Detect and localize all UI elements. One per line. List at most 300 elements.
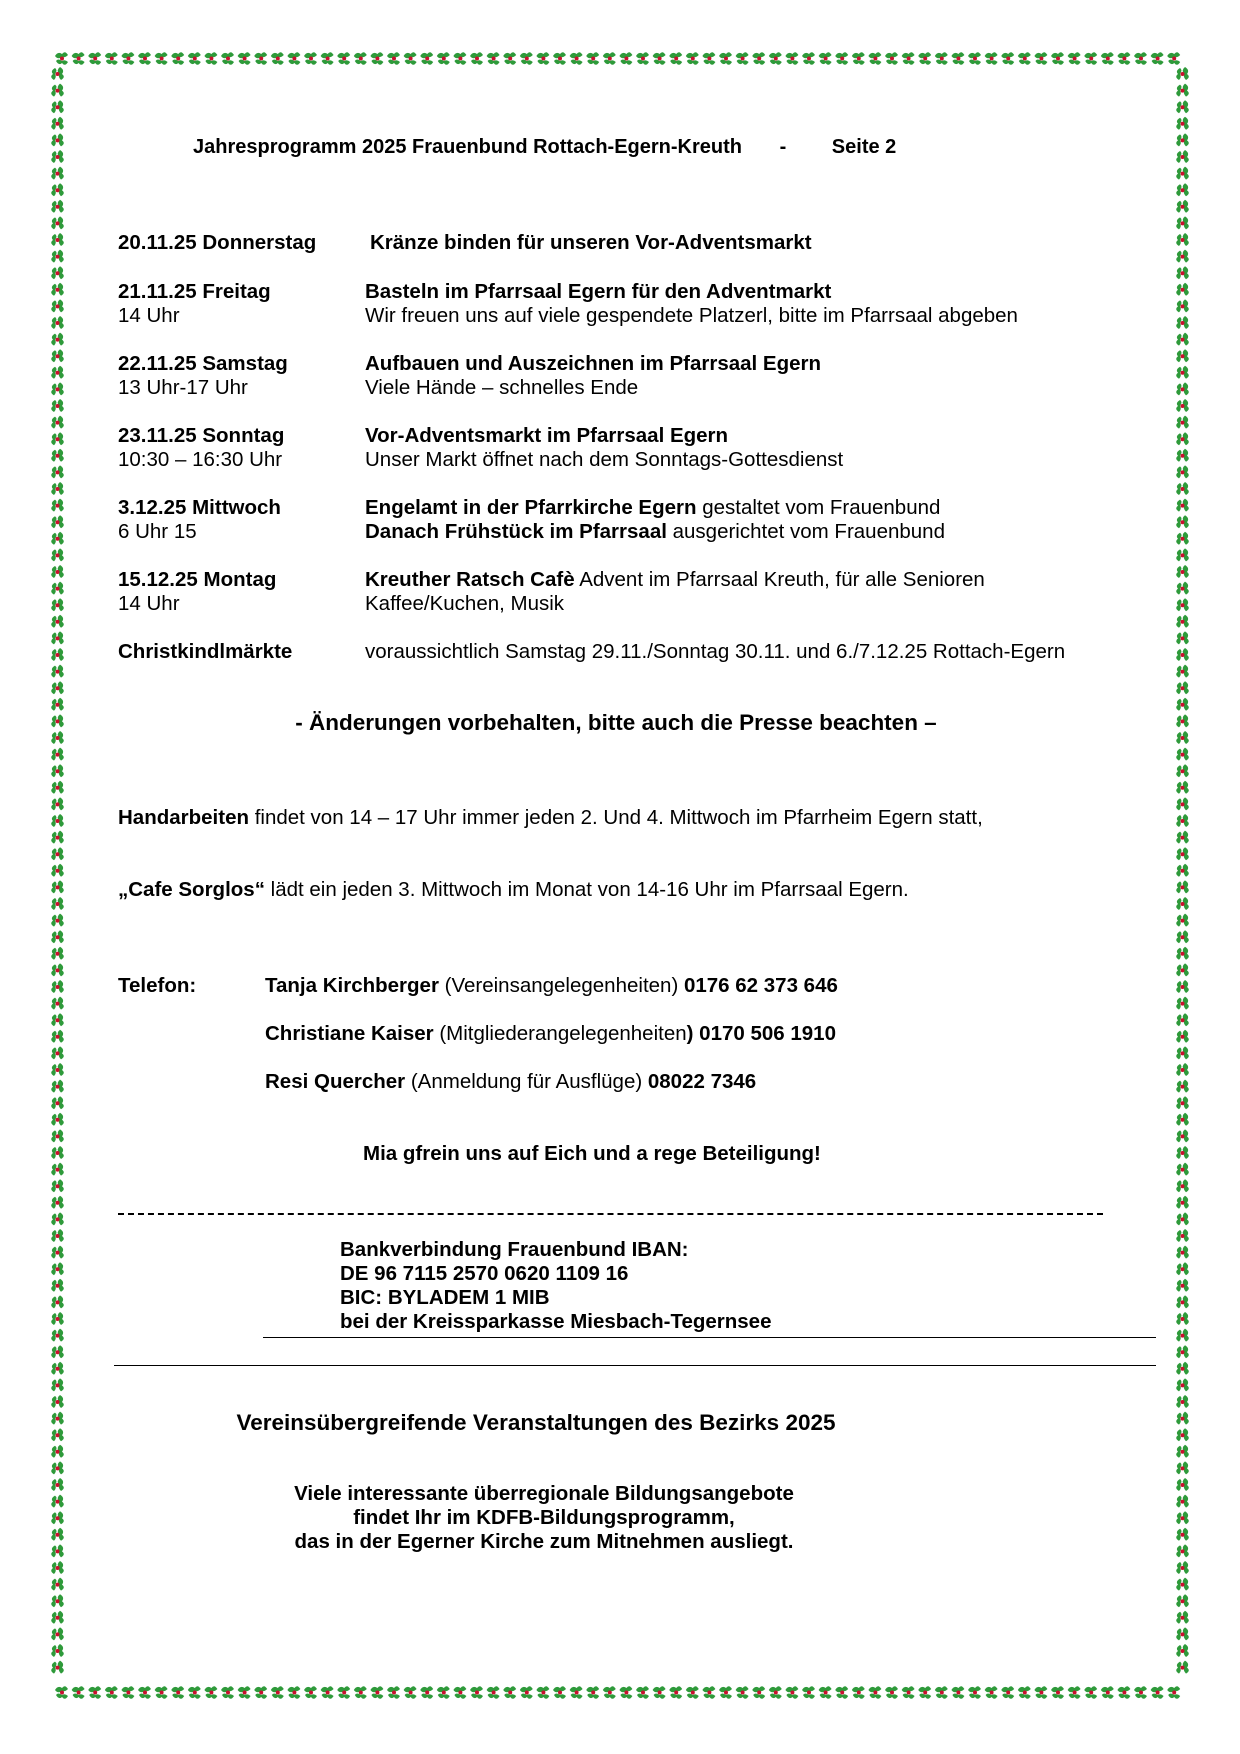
holly-sprig-icon <box>1051 52 1064 65</box>
holly-sprig-icon <box>1176 216 1189 229</box>
holly-sprig-icon <box>1176 1345 1189 1358</box>
holly-sprig-icon <box>636 1686 649 1699</box>
holly-sprig-icon <box>51 1080 64 1093</box>
holly-sprig-icon <box>51 797 64 810</box>
holly-sprig-icon <box>1176 150 1189 163</box>
holly-sprig-icon <box>686 52 699 65</box>
holly-sprig-icon <box>51 897 64 910</box>
holly-sprig-icon <box>902 1686 915 1699</box>
title-separator: - <box>779 136 787 158</box>
holly-sprig-icon <box>51 465 64 478</box>
contact-entry <box>265 974 838 998</box>
holly-sprig-icon <box>271 1686 284 1699</box>
holly-sprig-icon <box>88 52 101 65</box>
holly-sprig-icon <box>51 233 64 246</box>
holly-sprig-icon <box>653 1686 666 1699</box>
event-detail: Unser Markt öffnet nach dem Sonntags-Gottesdienst <box>365 448 844 471</box>
holly-sprig-icon <box>51 831 64 844</box>
holly-sprig-icon <box>1176 565 1189 578</box>
holly-sprig-icon <box>1176 864 1189 877</box>
holly-sprig-icon <box>51 250 64 263</box>
holly-sprig-icon <box>968 1686 981 1699</box>
holly-sprig-icon <box>337 1686 350 1699</box>
event-detail: Wir freuen uns auf viele gespendete Platzerl, bitte im Pfarrsaal abgeben <box>365 304 1018 327</box>
event-time: 14 Uhr <box>118 304 180 327</box>
holly-sprig-icon <box>51 1627 64 1640</box>
event-title-col <box>365 496 945 544</box>
holly-sprig-icon <box>51 84 64 97</box>
holly-sprig-icon <box>1176 1179 1189 1192</box>
holly-sprig-icon <box>1176 200 1189 213</box>
holly-sprig-icon <box>404 1686 417 1699</box>
holly-sprig-icon <box>669 1686 682 1699</box>
holly-sprig-icon <box>636 52 649 65</box>
holly-sprig-icon <box>404 52 417 65</box>
holly-sprig-icon <box>51 698 64 711</box>
holly-sprig-icon <box>1176 897 1189 910</box>
holly-sprig-icon <box>1176 482 1189 495</box>
holly-sprig-icon <box>736 1686 749 1699</box>
holly-sprig-icon <box>51 333 64 346</box>
holly-sprig-icon <box>1176 598 1189 611</box>
holly-sprig-icon <box>1176 748 1189 761</box>
holly-sprig-icon <box>1068 52 1081 65</box>
holly-sprig-icon <box>287 52 300 65</box>
holly-sprig-icon <box>51 299 64 312</box>
holly-sprig-icon <box>487 1686 500 1699</box>
event-date-col <box>118 280 358 328</box>
holly-sprig-icon <box>105 52 118 65</box>
holly-sprig-icon <box>221 1686 234 1699</box>
holly-sprig-icon <box>835 52 848 65</box>
holly-sprig-icon <box>1176 1113 1189 1126</box>
contact-name: Tanja Kirchberger <box>265 974 439 997</box>
holly-sprig-icon <box>1176 963 1189 976</box>
holly-sprig-icon <box>1176 1163 1189 1176</box>
holly-sprig-icon <box>1176 1262 1189 1275</box>
holly-sprig-icon <box>1176 615 1189 628</box>
holly-sprig-icon <box>437 1686 450 1699</box>
bank-bic: BIC: BYLADEM 1 MIB <box>340 1286 550 1309</box>
handarbeiten-label: Handarbeiten <box>118 806 249 829</box>
holly-sprig-icon <box>1176 266 1189 279</box>
holly-sprig-icon <box>51 1312 64 1325</box>
holly-sprig-icon <box>702 52 715 65</box>
bank-iban: DE 96 7115 2570 0620 1109 16 <box>340 1262 629 1285</box>
holly-sprig-icon <box>387 52 400 65</box>
holly-sprig-icon <box>1176 1096 1189 1109</box>
event-title-col <box>365 568 985 616</box>
holly-sprig-icon <box>1176 914 1189 927</box>
contact-phone: 0176 62 373 646 <box>683 974 838 997</box>
holly-sprig-icon <box>51 582 64 595</box>
bank-name: bei der Kreissparkasse Miesbach-Tegernsee <box>340 1310 772 1333</box>
holly-sprig-icon <box>51 1362 64 1375</box>
event-detail: Kaffee/Kuchen, Musik <box>365 592 565 615</box>
holly-sprig-icon <box>51 349 64 362</box>
holly-sprig-icon <box>470 52 483 65</box>
notice-text: - Änderungen vorbehalten, bitte auch die Presse beachten – <box>295 710 937 735</box>
holly-sprig-icon <box>1176 1528 1189 1541</box>
holly-sprig-icon <box>1176 831 1189 844</box>
holly-sprig-icon <box>51 1661 64 1674</box>
holly-sprig-icon <box>1176 1312 1189 1325</box>
handarbeiten-line <box>118 806 983 830</box>
holly-sprig-icon <box>51 416 64 429</box>
holly-sprig-icon <box>769 52 782 65</box>
holly-sprig-icon <box>51 67 64 80</box>
holly-sprig-icon <box>1176 582 1189 595</box>
holly-sprig-icon <box>51 631 64 644</box>
event-title-line <box>365 568 985 592</box>
holly-sprig-icon <box>1084 52 1097 65</box>
holly-sprig-icon <box>51 864 64 877</box>
holly-sprig-icon <box>51 1445 64 1458</box>
holly-sprig-icon <box>918 1686 931 1699</box>
contact-name: Christiane Kaiser <box>265 1022 434 1045</box>
holly-sprig-icon <box>238 52 251 65</box>
holly-sprig-icon <box>51 133 64 146</box>
holly-sprig-icon <box>51 914 64 927</box>
holly-sprig-icon <box>51 1578 64 1591</box>
holly-sprig-icon <box>155 52 168 65</box>
holly-sprig-icon <box>437 52 450 65</box>
holly-sprig-icon <box>1176 1378 1189 1391</box>
holly-sprig-icon <box>1176 167 1189 180</box>
holly-sprig-icon <box>1176 1046 1189 1059</box>
holly-sprig-icon <box>1176 1445 1189 1458</box>
holly-sprig-icon <box>1176 233 1189 246</box>
cafe-line <box>118 878 909 902</box>
holly-sprig-icon <box>1176 1594 1189 1607</box>
holly-sprig-icon <box>1176 1561 1189 1574</box>
greeting-text: Mia gfrein uns auf Eich und a rege Beteiligung! <box>363 1142 821 1165</box>
holly-sprig-icon <box>453 1686 466 1699</box>
holly-sprig-icon <box>254 1686 267 1699</box>
holly-sprig-icon <box>51 1378 64 1391</box>
holly-sprig-icon <box>55 1686 68 1699</box>
holly-sprig-icon <box>72 52 85 65</box>
holly-sprig-icon <box>1176 316 1189 329</box>
event-title: Aufbauen und Auszeichnen im Pfarrsaal Egern <box>365 352 822 375</box>
holly-sprig-icon <box>321 1686 334 1699</box>
holly-sprig-icon <box>1176 1495 1189 1508</box>
holly-sprig-icon <box>1018 52 1031 65</box>
holly-sprig-icon <box>1176 1395 1189 1408</box>
event-detail-rest: ausgerichtet vom Frauenbund <box>666 520 945 543</box>
holly-sprig-icon <box>1176 797 1189 810</box>
page-title-text: Jahresprogramm 2025 Frauenbund Rottach-Egern-Kreuth <box>193 136 742 158</box>
holly-sprig-icon <box>1176 1080 1189 1093</box>
holly-sprig-icon <box>51 532 64 545</box>
holly-sprig-icon <box>254 52 267 65</box>
holly-sprig-icon <box>1176 515 1189 528</box>
holly-sprig-icon <box>204 52 217 65</box>
event-detail: Viele Hände – schnelles Ende <box>365 376 639 399</box>
event-title-col <box>365 424 843 472</box>
event-title-line <box>365 496 945 520</box>
holly-sprig-icon <box>51 764 64 777</box>
holly-sprig-icon <box>553 52 566 65</box>
holly-sprig-icon <box>819 1686 832 1699</box>
holly-sprig-icon <box>1176 665 1189 678</box>
holly-sprig-icon <box>852 52 865 65</box>
holly-sprig-icon <box>1176 781 1189 794</box>
contact-phone: ) 0170 506 1910 <box>686 1022 836 1045</box>
handarbeiten-text: findet von 14 – 17 Uhr immer jeden 2. Und 4. Mittwoch im Pfarrheim Egern statt, <box>249 806 983 829</box>
holly-sprig-icon <box>51 1212 64 1225</box>
holly-sprig-icon <box>370 1686 383 1699</box>
holly-sprig-icon <box>51 1146 64 1159</box>
holly-sprig-icon <box>686 1686 699 1699</box>
holly-sprig-icon <box>51 997 64 1010</box>
holly-sprig-icon <box>553 1686 566 1699</box>
event-time: 13 Uhr-17 Uhr <box>118 376 248 399</box>
event-title-col <box>370 231 812 255</box>
holly-sprig-icon <box>1176 1229 1189 1242</box>
holly-sprig-icon <box>1176 1578 1189 1591</box>
holly-sprig-icon <box>51 1063 64 1076</box>
district-line: Viele interessante überregionale Bildungsangebote <box>294 1482 794 1505</box>
holly-sprig-icon <box>1176 283 1189 296</box>
holly-sprig-icon <box>1176 299 1189 312</box>
holly-sprig-icon <box>51 1295 64 1308</box>
holly-sprig-icon <box>1001 52 1014 65</box>
holly-sprig-icon <box>1176 1030 1189 1043</box>
holly-sprig-icon <box>1176 1246 1189 1259</box>
holly-sprig-icon <box>51 150 64 163</box>
holly-sprig-icon <box>769 1686 782 1699</box>
holly-sprig-icon <box>1176 1196 1189 1209</box>
holly-sprig-icon <box>1034 52 1047 65</box>
holly-sprig-icon <box>1167 52 1180 65</box>
holly-sprig-icon <box>51 316 64 329</box>
holly-sprig-icon <box>520 1686 533 1699</box>
holly-sprig-icon <box>985 1686 998 1699</box>
holly-sprig-icon <box>51 814 64 827</box>
holly-sprig-icon <box>51 1196 64 1209</box>
holly-sprig-icon <box>1134 52 1147 65</box>
event-date: 20.11.25 Donnerstag <box>118 231 317 254</box>
holly-sprig-icon <box>1176 930 1189 943</box>
holly-sprig-icon <box>51 366 64 379</box>
holly-sprig-icon <box>1001 1686 1014 1699</box>
holly-sprig-icon <box>1176 382 1189 395</box>
holly-sprig-icon <box>1176 84 1189 97</box>
holly-sprig-icon <box>885 1686 898 1699</box>
holly-sprig-icon <box>503 52 516 65</box>
holly-sprig-icon <box>1176 764 1189 777</box>
event-date: 23.11.25 Sonntag <box>118 424 285 447</box>
holly-sprig-icon <box>51 117 64 130</box>
holly-sprig-icon <box>51 930 64 943</box>
holly-sprig-icon <box>51 1046 64 1059</box>
holly-sprig-icon <box>1176 499 1189 512</box>
holly-sprig-icon <box>88 1686 101 1699</box>
holly-sprig-icon <box>1176 333 1189 346</box>
holly-sprig-icon <box>51 947 64 960</box>
holly-sprig-icon <box>1176 399 1189 412</box>
holly-sprig-icon <box>51 648 64 661</box>
holly-sprig-icon <box>188 52 201 65</box>
event-date: 3.12.25 Mittwoch <box>118 496 281 519</box>
holly-sprig-icon <box>51 1030 64 1043</box>
holly-sprig-icon <box>1176 1428 1189 1441</box>
holly-sprig-icon <box>619 1686 632 1699</box>
holly-sprig-icon <box>1034 1686 1047 1699</box>
holly-sprig-icon <box>370 52 383 65</box>
holly-sprig-icon <box>951 1686 964 1699</box>
holly-sprig-icon <box>337 52 350 65</box>
event-detail: voraussichtlich Samstag 29.11./Sonntag 30.11. und 6./7.12.25 Rottach-Egern <box>365 640 1066 663</box>
holly-sprig-icon <box>1176 1412 1189 1425</box>
holly-sprig-icon <box>570 52 583 65</box>
holly-sprig-icon <box>1176 416 1189 429</box>
holly-sprig-icon <box>1176 980 1189 993</box>
holly-sprig-icon <box>55 52 68 65</box>
holly-sprig-icon <box>51 515 64 528</box>
holly-sprig-icon <box>868 52 881 65</box>
holly-sprig-icon <box>1176 997 1189 1010</box>
holly-sprig-icon <box>1176 814 1189 827</box>
holly-sprig-icon <box>51 1644 64 1657</box>
holly-sprig-icon <box>51 382 64 395</box>
holly-sprig-icon <box>354 1686 367 1699</box>
holly-sprig-icon <box>72 1686 85 1699</box>
holly-sprig-icon <box>1051 1686 1064 1699</box>
holly-sprig-icon <box>835 1686 848 1699</box>
holly-sprig-icon <box>1176 532 1189 545</box>
event-date-col <box>118 496 358 544</box>
page-title <box>193 136 896 159</box>
district-line: das in der Egerner Kirche zum Mitnehmen ausliegt. <box>294 1530 794 1553</box>
holly-sprig-icon <box>1068 1686 1081 1699</box>
event-title-col <box>365 280 1018 328</box>
holly-sprig-icon <box>935 52 948 65</box>
holly-sprig-icon <box>603 1686 616 1699</box>
holly-sprig-icon <box>387 1686 400 1699</box>
holly-sprig-icon <box>536 52 549 65</box>
holly-sprig-icon <box>51 499 64 512</box>
contact-entry <box>265 1022 836 1046</box>
dashed-divider <box>118 1213 1103 1215</box>
holly-sprig-icon <box>51 1096 64 1109</box>
holly-sprig-icon <box>719 1686 732 1699</box>
holly-sprig-icon <box>354 52 367 65</box>
holly-sprig-icon <box>653 52 666 65</box>
telefon-label: Telefon: <box>118 974 197 997</box>
holly-sprig-icon <box>51 963 64 976</box>
bank-details <box>340 1238 771 1334</box>
holly-sprig-icon <box>1176 631 1189 644</box>
holly-sprig-icon <box>1176 880 1189 893</box>
holly-sprig-icon <box>785 52 798 65</box>
holly-sprig-icon <box>752 1686 765 1699</box>
holly-sprig-icon <box>752 52 765 65</box>
holly-sprig-icon <box>453 52 466 65</box>
district-title: Vereinsübergreifende Veranstaltungen des Bezirks 2025 <box>236 1410 836 1435</box>
holly-sprig-icon <box>1134 1686 1147 1699</box>
event-title: Basteln im Pfarrsaal Egern für den Adventmarkt <box>365 280 832 303</box>
holly-sprig-icon <box>1176 1146 1189 1159</box>
holly-sprig-icon <box>1176 67 1189 80</box>
holly-sprig-icon <box>1101 52 1114 65</box>
holly-sprig-icon <box>51 615 64 628</box>
holly-sprig-icon <box>51 1262 64 1275</box>
holly-sprig-icon <box>1151 52 1164 65</box>
holly-sprig-icon <box>271 52 284 65</box>
holly-sprig-icon <box>1176 250 1189 263</box>
holly-sprig-icon <box>51 748 64 761</box>
event-date-col <box>118 231 358 255</box>
holly-sprig-icon <box>51 880 64 893</box>
holly-sprig-icon <box>1176 1329 1189 1342</box>
holly-sprig-icon <box>155 1686 168 1699</box>
holly-sprig-icon <box>1176 100 1189 113</box>
holly-sprig-icon <box>51 399 64 412</box>
holly-sprig-icon <box>1176 133 1189 146</box>
contact-role: (Vereinsangelegenheiten) <box>438 974 684 997</box>
holly-sprig-icon <box>1176 465 1189 478</box>
contact-phone: 08022 7346 <box>647 1070 757 1093</box>
holly-sprig-icon <box>321 52 334 65</box>
bank-underline <box>263 1337 1156 1338</box>
holly-sprig-icon <box>51 283 64 296</box>
holly-sprig-icon <box>736 52 749 65</box>
holly-sprig-icon <box>1176 1478 1189 1491</box>
holly-sprig-icon <box>304 52 317 65</box>
event-title-col <box>365 640 1065 664</box>
holly-sprig-icon <box>570 1686 583 1699</box>
holly-sprig-icon <box>51 598 64 611</box>
holly-sprig-icon <box>121 52 134 65</box>
holly-sprig-icon <box>1176 681 1189 694</box>
holly-sprig-icon <box>51 266 64 279</box>
holly-sprig-icon <box>1151 1686 1164 1699</box>
holly-sprig-icon <box>51 548 64 561</box>
holly-sprig-icon <box>171 52 184 65</box>
event-title: Kränze binden für unseren Vor-Adventsmarkt <box>370 231 812 254</box>
holly-sprig-icon <box>51 200 64 213</box>
holly-sprig-icon <box>1101 1686 1114 1699</box>
holly-sprig-icon <box>1018 1686 1031 1699</box>
holly-sprig-icon <box>420 52 433 65</box>
holly-sprig-icon <box>51 847 64 860</box>
holly-sprig-icon <box>238 1686 251 1699</box>
holly-sprig-icon <box>51 980 64 993</box>
holly-sprig-icon <box>51 1129 64 1142</box>
event-date: 21.11.25 Freitag <box>118 280 271 303</box>
holly-sprig-icon <box>121 1686 134 1699</box>
holly-sprig-icon <box>1176 847 1189 860</box>
holly-sprig-icon <box>868 1686 881 1699</box>
holly-sprig-icon <box>51 183 64 196</box>
holly-sprig-icon <box>1084 1686 1097 1699</box>
holly-sprig-icon <box>105 1686 118 1699</box>
holly-sprig-icon <box>719 52 732 65</box>
holly-sprig-icon <box>1176 449 1189 462</box>
holly-sprig-icon <box>702 1686 715 1699</box>
holly-sprig-icon <box>603 52 616 65</box>
holly-sprig-icon <box>51 100 64 113</box>
holly-sprig-icon <box>51 1179 64 1192</box>
holly-sprig-icon <box>951 52 964 65</box>
holly-sprig-icon <box>304 1686 317 1699</box>
holly-sprig-icon <box>1176 1063 1189 1076</box>
holly-sprig-icon <box>1176 548 1189 561</box>
holly-sprig-icon <box>1176 1544 1189 1557</box>
holly-sprig-icon <box>51 1395 64 1408</box>
